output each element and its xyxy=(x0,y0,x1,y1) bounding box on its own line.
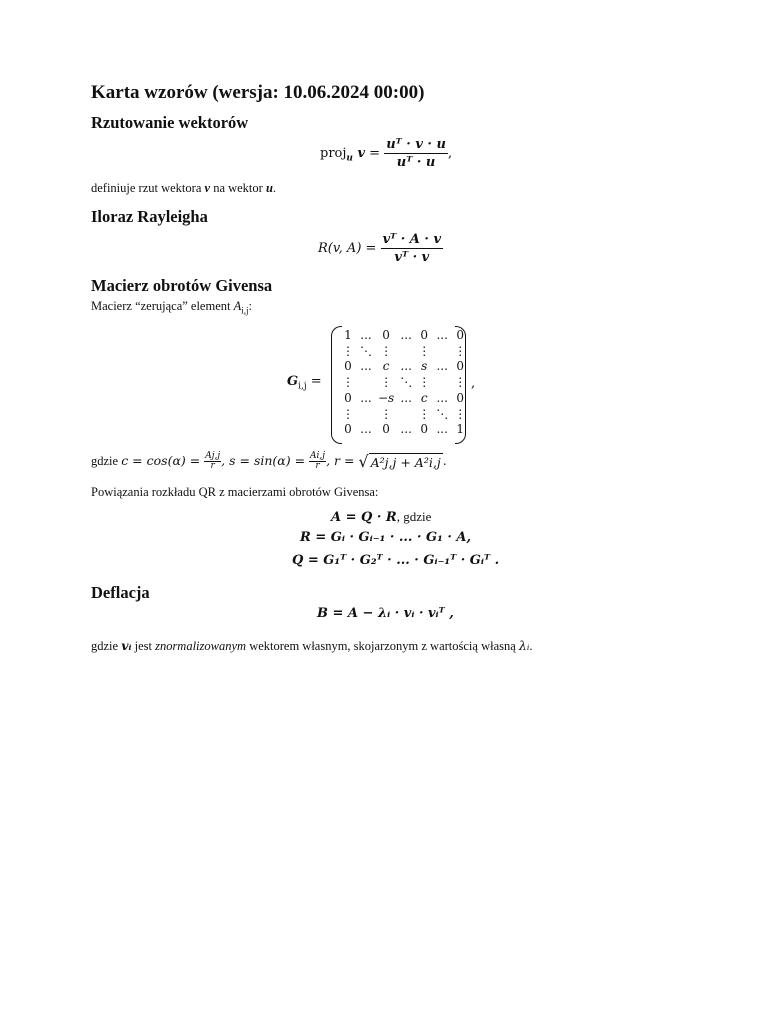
rayleigh-numerator: vᵀ · A · v xyxy=(382,232,442,247)
proj-desc-text: definiuje rzut wektora xyxy=(91,181,205,195)
matrix-cell: 0 xyxy=(344,390,352,405)
r-sqrt xyxy=(358,452,442,471)
matrix-cell: ⋮ xyxy=(380,343,393,358)
matrix-row xyxy=(339,407,469,423)
matrix-cell: ... xyxy=(400,422,412,437)
rayleigh-fraction xyxy=(381,232,443,265)
matrix-cell: ⋮ xyxy=(454,375,467,390)
r-radicand: A²j,j + A²i,j xyxy=(370,455,441,470)
matrix-cell: ... xyxy=(360,422,372,437)
proj-desc-u: u xyxy=(265,181,273,195)
matrix-cell: ⋮ xyxy=(342,406,354,421)
section-heading-givens: Macierz obrotów Givensa xyxy=(91,276,273,295)
givens-where: gdzie xyxy=(91,454,122,468)
matrix-row xyxy=(339,359,469,375)
matrix-cell xyxy=(433,375,451,391)
c-numerator: Aj,j xyxy=(205,451,221,461)
rayleigh-denominator: vᵀ · v xyxy=(394,250,430,265)
matrix-cell: ... xyxy=(400,390,412,405)
matrix-cell: −s xyxy=(378,390,395,405)
givens-definitions xyxy=(91,452,447,471)
matrix-cell: ... xyxy=(360,359,372,374)
page-title: Karta wzorów (wersja: 10.06.2024 00:00) xyxy=(91,82,425,103)
matrix-cell: ... xyxy=(360,328,372,342)
qr-relation-1 xyxy=(331,509,431,525)
matrix-cell: ⋮ xyxy=(342,375,354,390)
deflation-desc-mid: jest xyxy=(131,639,156,653)
matrix-cell: 0 xyxy=(344,422,352,437)
matrix-cell: s xyxy=(421,359,428,374)
qr-relation-3: Q = G₁ᵀ · G₂ᵀ · ... · Gᵢ₋₁ᵀ · Gᵢᵀ . xyxy=(292,553,500,568)
matrix-cell: ... xyxy=(436,390,448,405)
matrix-row xyxy=(339,375,469,391)
deflation-description xyxy=(91,638,532,654)
matrix-cell: ⋮ xyxy=(380,375,393,390)
matrix-cell: ... xyxy=(436,328,448,342)
matrix-cell: ⋮ xyxy=(418,406,431,421)
givens-intro-end: : xyxy=(248,299,252,313)
deflation-desc-text: gdzie xyxy=(91,639,122,653)
matrix-cell xyxy=(397,407,415,423)
matrix-cell: c xyxy=(420,390,428,405)
qr-relation-2: R = Gᵢ · Gᵢ₋₁ · ... · G₁ · A, xyxy=(300,530,472,545)
matrix-cell: ... xyxy=(400,328,412,342)
s-fraction xyxy=(309,452,326,471)
proj-fraction xyxy=(384,137,448,170)
proj-numerator: uᵀ · v · u xyxy=(386,137,446,152)
matrix-cell: ⋮ xyxy=(418,375,431,390)
givens-intro xyxy=(91,299,252,316)
givens-intro-symbol: A xyxy=(233,299,242,313)
rayleigh-lhs: R(v, A) = xyxy=(318,241,377,256)
givens-trailing-comma: , xyxy=(471,376,476,391)
matrix-cell xyxy=(397,344,415,360)
sqrt-sign: √ xyxy=(358,452,369,471)
matrix-cell: ... xyxy=(436,422,448,437)
projection-description xyxy=(91,181,276,196)
matrix-cell xyxy=(357,407,375,423)
givens-intro-subscript: i,j xyxy=(241,305,249,316)
matrix-cell xyxy=(357,375,375,391)
matrix-row xyxy=(339,422,469,438)
deflation-formula: B = A − λᵢ · vᵢ · vᵢᵀ , xyxy=(317,606,454,621)
proj-comma: , xyxy=(447,146,453,161)
matrix-cell: ... xyxy=(360,390,372,405)
matrix-cell: 0 xyxy=(382,422,390,437)
rayleigh-formula xyxy=(318,232,443,265)
s-numerator: Ai,j xyxy=(310,451,326,461)
matrix-cell: c xyxy=(382,359,390,374)
r-end: . xyxy=(442,453,447,468)
matrix-cell: ⋮ xyxy=(454,406,467,421)
matrix-cell: ⋱ xyxy=(436,406,449,421)
matrix-cell: ... xyxy=(436,359,448,374)
matrix-cell: 1 xyxy=(344,328,352,342)
deflation-desc-post: wektorem własnym, skojarzonym z wartością własną xyxy=(246,639,519,653)
matrix-cell: ⋮ xyxy=(342,343,354,358)
givens-lhs-subscript: i,j xyxy=(298,381,307,392)
matrix-cell: 0 xyxy=(420,328,429,342)
matrix-cell xyxy=(433,344,451,360)
matrix-cell: ⋱ xyxy=(360,343,372,358)
matrix-row xyxy=(339,391,469,407)
givens-lhs xyxy=(287,374,322,392)
matrix-cell: 0 xyxy=(456,359,465,374)
proj-desc-end: . xyxy=(272,181,277,195)
c-denominator: r xyxy=(210,461,215,471)
matrix-right-paren xyxy=(455,326,466,444)
r-definition: , r = xyxy=(326,453,355,468)
matrix-cell: 0 xyxy=(456,390,465,405)
matrix-cell: 1 xyxy=(456,422,465,437)
deflation-desc-end: . xyxy=(529,639,533,653)
givens-intro-text: Macierz “zerująca” element xyxy=(91,299,234,313)
c-definition: c = cos(α) = xyxy=(121,453,201,468)
proj-desc-mid: na wektor xyxy=(210,181,266,195)
matrix-cell: 0 xyxy=(456,328,465,342)
matrix-cell: ⋮ xyxy=(454,343,467,358)
givens-matrix xyxy=(339,328,469,438)
qr-relation-1-tail: , gdzie xyxy=(396,509,432,524)
section-heading-rayleigh: Iloraz Rayleigha xyxy=(91,207,208,226)
matrix-cell: 0 xyxy=(420,422,429,437)
matrix-cell: 0 xyxy=(382,328,390,342)
matrix-cell: ⋱ xyxy=(400,375,413,390)
matrix-cell: 0 xyxy=(344,359,352,374)
section-heading-projection: Rzutowanie wektorów xyxy=(91,113,249,132)
s-denominator: r xyxy=(315,461,320,471)
matrix-cell: ... xyxy=(400,359,412,374)
deflation-desc-lambda: λᵢ xyxy=(518,638,530,653)
proj-desc-v: v xyxy=(204,181,211,195)
matrix-cell: ⋮ xyxy=(380,406,393,421)
qr-intro: Powiązania rozkładu QR z macierzami obrotów Givensa: xyxy=(91,485,379,499)
givens-lhs-symbol: G xyxy=(287,374,299,389)
proj-subscript: u xyxy=(346,153,353,164)
givens-equals: = xyxy=(310,374,322,389)
projection-formula: proj$_u$ v = $\frac{\text{uᵀ · v · u}}{\text{uᵀ · u}}$ , xyxy=(320,137,453,170)
matrix-cell: ⋮ xyxy=(418,343,431,358)
c-fraction xyxy=(204,452,221,471)
proj-denominator: uᵀ · u xyxy=(396,155,436,170)
matrix-row xyxy=(339,328,469,344)
deflation-desc-v: vᵢ xyxy=(121,638,132,653)
qr-relation-1-formula: A = Q · R xyxy=(331,510,397,525)
section-heading-deflation: Deflacja xyxy=(91,583,150,602)
matrix-row xyxy=(339,344,469,360)
givens-matrix-equation xyxy=(287,326,492,442)
s-definition: , s = sin(α) = xyxy=(221,453,306,468)
proj-label: proj xyxy=(320,146,347,161)
deflation-desc-emphasis: znormalizowanym xyxy=(155,639,247,653)
